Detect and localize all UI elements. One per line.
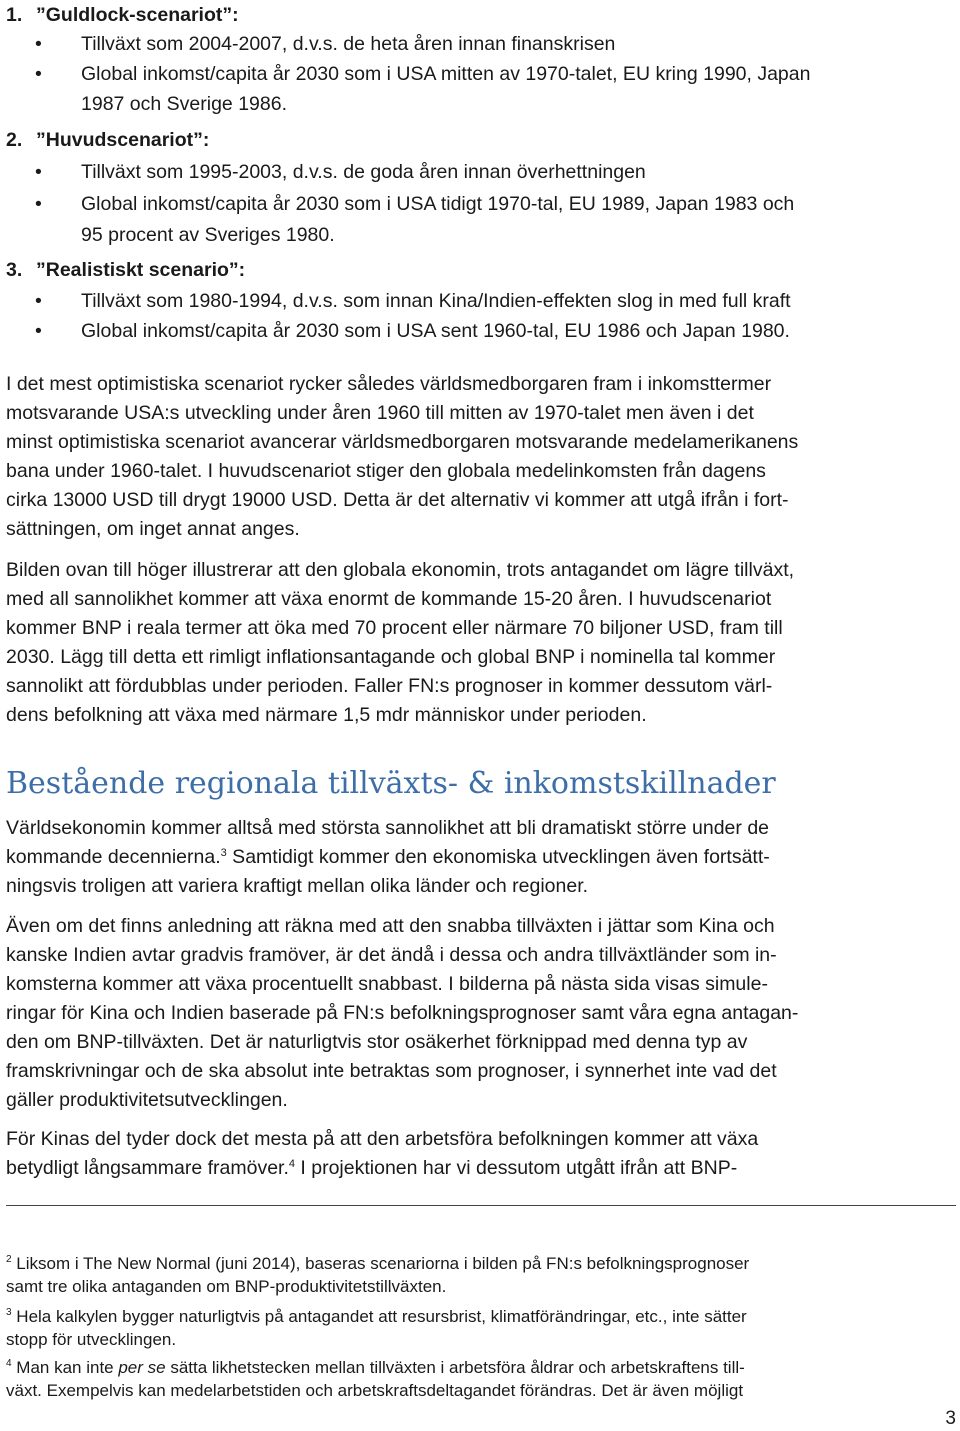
text-segment: Samtidigt kommer den ekonomiska utvecklingen även fortsätt- <box>226 846 770 868</box>
scenario-title: ”Guldlock-scenariot”: <box>36 4 239 26</box>
page-number: 3 <box>945 1408 956 1429</box>
text-line: stopp för utvecklingen. <box>6 1330 177 1349</box>
text-line: I det mest optimistiska scenariot rycker således världsmedborgaren fram i inkomsttermer <box>6 373 772 395</box>
bullet-icon: • <box>35 63 42 85</box>
text-line: bana under 1960-talet. I huvudscenariot stiger den globala medelinkomsten från dagens <box>6 460 766 482</box>
bullet-text: Global inkomst/capita år 2030 som i USA sent 1960-tal, EU 1986 och Japan 1980. <box>81 320 790 342</box>
scenario-number: 1. <box>6 4 23 26</box>
text-line: motsvarande USA:s utveckling under åren 1960 till mitten av 1970-talet men även i det <box>6 402 754 424</box>
scenario-2-bullet-2-continuation: 95 procent av Sveriges 1980. <box>81 224 335 246</box>
footnote-number: 2 <box>6 1254 12 1265</box>
text-segment: Hela kalkylen bygger naturligtvis på antagandet att resursbrist, klimatförändringar, etc., inte sätter <box>11 1307 747 1326</box>
bullet-icon: • <box>35 320 42 342</box>
text-line <box>6 1154 956 1183</box>
footnote-3 <box>6 1305 747 1351</box>
text-line: kommer BNP i reala termer att öka med 70 procent eller närmare 70 biljoner USD, fram till <box>6 617 783 639</box>
text-line: växt. Exempelvis kan medelarbetstiden och arbetskraftsdeltagandet förändras. Det är även möjligt <box>6 1381 744 1400</box>
text-line <box>6 1356 745 1379</box>
section-heading: Bestående regionala tillväxts- & inkomstskillnader <box>6 766 776 801</box>
paragraph-scenario-summary <box>6 370 956 544</box>
text-segment: Liksom i The New Normal (juni 2014), baseras scenariorna i bilden på FN:s befolkningsprognoser <box>11 1254 750 1273</box>
scenario-number: 3. <box>6 259 23 281</box>
text-segment: kommande decennierna. <box>6 846 221 868</box>
bullet-icon: • <box>35 161 42 183</box>
text-line: minst optimistiska scenariot avancerar världsmedborgaren motsvarande medelamerikanens <box>6 431 799 453</box>
emphasis-text: per se <box>118 1358 166 1377</box>
text-line: den om BNP-tillväxten. Det är naturligtvis stor osäkerhet förknippad med denna typ av <box>6 1031 748 1053</box>
text-line: sättningen, om inget annat anges. <box>6 518 300 540</box>
bullet-icon: • <box>35 193 42 215</box>
text-line: kanske Indien avtar gradvis framöver, är det ändå i dessa och andra tillväxtländer som in- <box>6 944 777 966</box>
text-line: För Kinas del tyder dock det mesta på att den arbetsföra befolkningen kommer att växa <box>6 1128 759 1150</box>
text-line: Bilden ovan till höger illustrerar att den globala ekonomin, trots antagandet om lägre tillväxt, <box>6 559 795 581</box>
footnote-divider <box>6 1205 956 1206</box>
bullet-text: Tillväxt som 2004-2007, d.v.s. de heta åren innan finanskrisen <box>81 33 616 55</box>
paragraph-regional-differences <box>6 814 956 901</box>
bullet-text: Global inkomst/capita år 2030 som i USA mitten av 1970-talet, EU kring 1990, Japan <box>81 63 811 85</box>
scenario-title: ”Realistiskt scenario”: <box>36 259 246 281</box>
text-line: gäller produktivitetsutvecklingen. <box>6 1089 288 1111</box>
scenario-title: ”Huvudscenariot”: <box>36 129 210 151</box>
text-segment: sätta likhetstecken mellan tillväxten i arbetsföra åldrar och arbetskraftens till- <box>165 1358 745 1377</box>
paragraph-china-workforce <box>6 1125 956 1183</box>
text-line <box>6 1305 747 1328</box>
footnote-number: 4 <box>6 1358 12 1369</box>
footnote-2 <box>6 1252 749 1298</box>
text-line: Även om det finns anledning att räkna med att den snabba tillväxten i jättar som Kina och <box>6 915 775 937</box>
text-line: med all sannolikhet kommer att växa enormt de kommande 15-20 åren. I huvudscenariot <box>6 588 772 610</box>
scenario-number: 2. <box>6 129 23 151</box>
scenario-2-heading <box>6 125 209 155</box>
text-line <box>6 1252 749 1275</box>
text-line: Världsekonomin kommer alltså med största sannolikhet att bli dramatiskt större under de <box>6 817 770 839</box>
scenario-1-heading <box>6 0 239 30</box>
text-line: 2030. Lägg till detta ett rimligt inflationsantagande och global BNP i nominella tal kommer <box>6 646 776 668</box>
bullet-text: Global inkomst/capita år 2030 som i USA tidigt 1970-tal, EU 1989, Japan 1983 och <box>81 193 795 215</box>
footnote-number: 3 <box>6 1307 12 1318</box>
text-line: sannolikt att fördubblas under perioden. Faller FN:s prognoser in kommer dessutom värl- <box>6 675 773 697</box>
text-line: komsterna kommer att växa procentuellt snabbast. I bilderna på nästa sida visas simule- <box>6 973 768 995</box>
text-line: cirka 13000 USD till drygt 19000 USD. Detta är det alternativ vi kommer att utgå ifrån i fort- <box>6 489 789 511</box>
bullet-icon: • <box>35 33 42 55</box>
text-line <box>6 843 956 872</box>
text-line: samt tre olika antaganden om BNP-produktivitetstillväxten. <box>6 1277 447 1296</box>
paragraph-global-economy <box>6 556 956 730</box>
text-line: ringar för Kina och Indien baserade på FN:s befolkningsprognoser samt våra egna antagan- <box>6 1002 799 1024</box>
bullet-text: Tillväxt som 1995-2003, d.v.s. de goda åren innan överhettningen <box>81 161 646 183</box>
footnote-4 <box>6 1356 745 1402</box>
text-segment: I projektionen har vi dessutom utgått ifrån att BNP- <box>295 1157 738 1179</box>
bullet-text: Tillväxt som 1980-1994, d.v.s. som innan Kina/Indien-effekten slog in med full kraft <box>81 290 791 312</box>
text-segment: betydligt långsammare framöver. <box>6 1157 289 1179</box>
text-line: framskrivningar och de ska absolut inte betraktas som prognoser, i synnerhet inte vad det <box>6 1060 777 1082</box>
bullet-icon: • <box>35 290 42 312</box>
paragraph-china-india <box>6 912 956 1115</box>
scenario-3-heading <box>6 255 245 285</box>
text-line: dens befolkning att växa med närmare 1,5 mdr människor under perioden. <box>6 704 647 726</box>
text-line: ningsvis troligen att variera kraftigt mellan olika länder och regioner. <box>6 875 589 897</box>
text-segment: Man kan inte <box>11 1358 119 1377</box>
footnote-ref-4[interactable]: 4 <box>288 1158 295 1170</box>
scenario-1-bullet-2-continuation: 1987 och Sverige 1986. <box>81 93 287 115</box>
footnote-ref-3[interactable]: 3 <box>220 847 227 859</box>
